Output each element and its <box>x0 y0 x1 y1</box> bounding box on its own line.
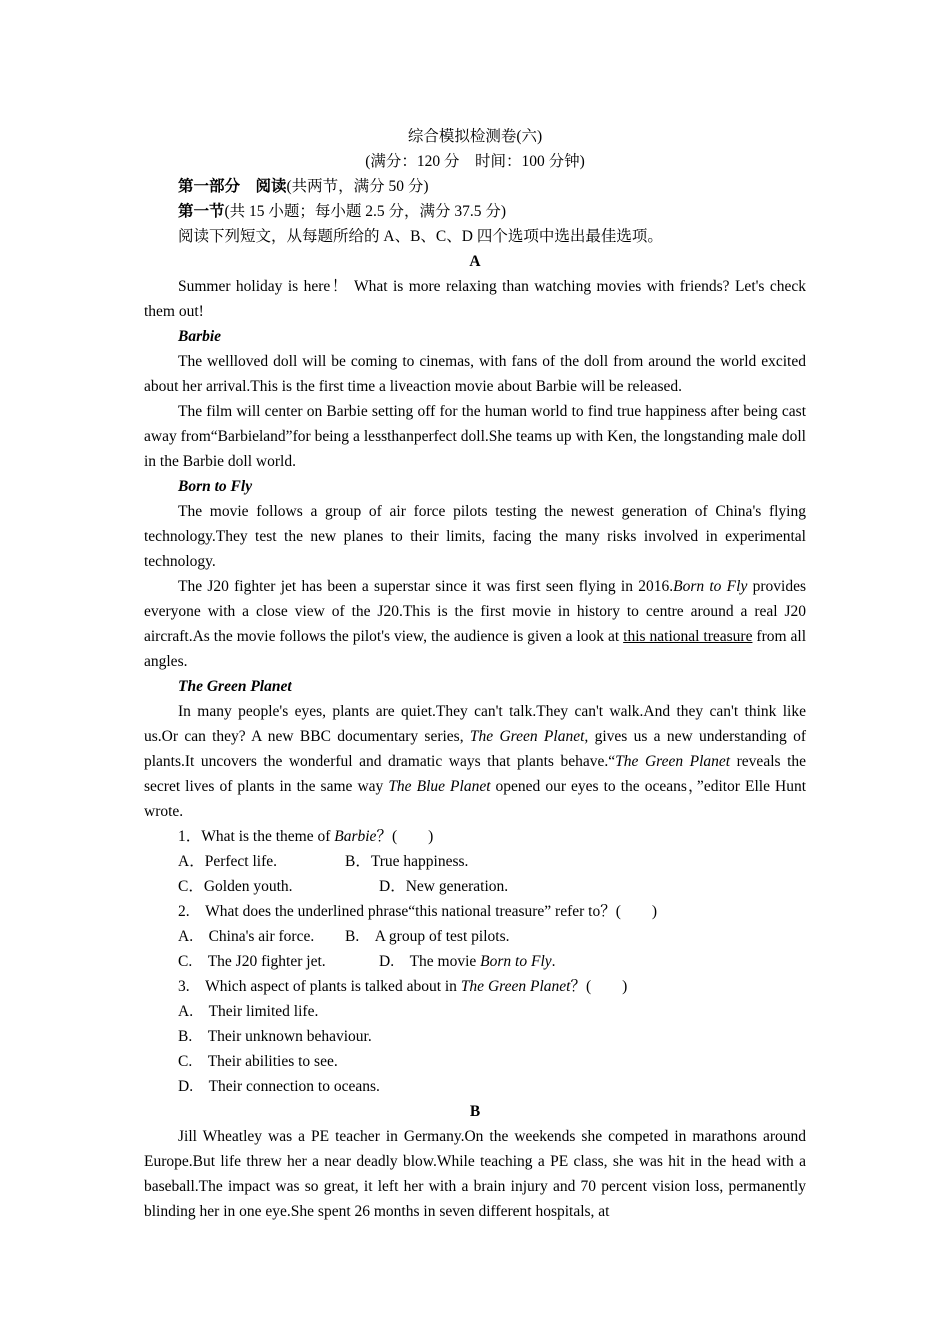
option-b: B．True happiness. <box>345 853 469 870</box>
answer-blank: ？( ) <box>376 828 434 845</box>
question-2: 2. What does the underlined phrase“this national treasure” refer to？( ) <box>178 903 658 920</box>
option-d <box>379 949 556 974</box>
part-title: 第一部分 阅读 <box>178 178 287 195</box>
instruction: 阅读下列短文，从每题所给的 A、B、C、D 四个选项中选出最佳选项。 <box>178 228 663 245</box>
question-2-options-row-1 <box>144 924 806 949</box>
text-run: . <box>551 953 556 970</box>
barbie-paragraph-1: The wellloved doll will be coming to cinemas, with fans of the doll from around the world excited about her arrival.This is the first time a liveaction movie about Barbie will be released. <box>144 353 806 395</box>
passage-b-paragraph-1: Jill Wheatley was a PE teacher in Germany.On the weekends she competed in marathons around Europe.But life threw her a near deadly blow.While teaching a PE class, she was hit in the head with a baseball.The impact was so great, it left her with a brain injury and 70 percent vision loss, permanently blinding her in one eye.She spent 26 months in seven different hospitals, at <box>144 1128 806 1220</box>
question-3-option-d: D. Their connection to oceans. <box>178 1078 380 1095</box>
text-run: 3. Which aspect of plants is talked about in <box>178 978 461 995</box>
question-3-option-a: A. Their limited life. <box>178 1003 319 1020</box>
question-1-options-row-2 <box>144 874 806 899</box>
section-note: (共 15 小题；每小题 2.5 分，满分 37.5 分) <box>224 203 507 220</box>
movie-title-italic: Born to Fly <box>673 578 748 595</box>
question-3-option-b: B. Their unknown behaviour. <box>178 1028 372 1045</box>
born-to-fly-title: Born to Fly <box>178 478 253 495</box>
text-run: 1．What is the theme of <box>178 828 335 845</box>
part-heading <box>144 174 806 199</box>
option-b: B. A group of test pilots. <box>345 928 510 945</box>
green-planet-title: The Green Planet <box>178 678 292 695</box>
text-run: opened our eyes to the oceans，”editor Elle Hunt wrote. <box>144 778 807 820</box>
barbie-title: Barbie <box>178 328 222 345</box>
part-note: (共两节，满分 50 分) <box>286 178 429 195</box>
document-page <box>144 124 806 1224</box>
series-title-italic: The Green Planet <box>615 753 731 770</box>
section-heading <box>144 199 806 224</box>
question-2-options-row-2 <box>144 949 806 974</box>
question-3-option-c: C. Their abilities to see. <box>178 1053 338 1070</box>
born-to-fly-paragraph-1: The movie follows a group of air force pilots testing the newest generation of China's flying technology.They test the new planes to their limits, facing the many risks involved in experimental technology. <box>144 503 806 570</box>
text-run: The J20 fighter jet has been a superstar since it was first seen flying in 2016. <box>178 578 674 595</box>
question-1-options-row-1 <box>144 849 806 874</box>
born-to-fly-paragraph-2 <box>144 574 806 674</box>
text-italic: Barbie <box>334 828 377 845</box>
option-c: C. The J20 fighter jet. <box>178 953 326 970</box>
text-italic: Born to Fly <box>480 953 552 970</box>
passage-b-label: B <box>469 1103 481 1120</box>
text-run: from all angles. <box>144 628 807 670</box>
answer-blank: ？( ) <box>570 978 628 995</box>
section-title: 第一节 <box>178 203 225 220</box>
series-title-italic: The Green Planet, <box>469 728 589 745</box>
text-italic: The Green Planet <box>460 978 571 995</box>
question-1 <box>144 824 806 849</box>
option-a: A. China's air force. <box>178 928 315 945</box>
option-c: C．Golden youth. <box>178 878 293 895</box>
text-run: gives us a new understanding of plants.It uncovers the wonderful and dramatic ways that plants behave.“ <box>144 728 807 770</box>
option-a: A．Perfect life. <box>178 853 277 870</box>
green-planet-paragraph <box>144 699 806 824</box>
exam-info: (满分：120 分 时间：100 分钟) <box>365 153 585 170</box>
page-title: 综合模拟检测卷(六) <box>407 128 543 145</box>
text-run: D. The movie <box>379 953 481 970</box>
underlined-phrase: this national treasure <box>623 628 753 645</box>
question-3 <box>144 974 806 999</box>
passage-a-intro: Summer holiday is here！ What is more relaxing than watching movies with friends? Let's check them out! <box>144 278 806 320</box>
option-d: D．New generation. <box>379 878 509 895</box>
text-run: reveals the secret lives of plants in the same way <box>144 753 807 795</box>
series-title-italic: The Blue Planet <box>388 778 491 795</box>
passage-a-label: A <box>469 253 481 270</box>
barbie-paragraph-2: The film will center on Barbie setting off for the human world to find true happiness after being cast away from“Barbieland”for being a lessthanperfect doll.She teams up with Ken, the longstanding male doll in the Barbie doll world. <box>144 403 806 470</box>
text-run: provides everyone with a close view of the J20.This is the first movie in history to centre around a real J20 aircraft.As the movie follows the pilot's view, the audience is given a look at <box>144 578 806 645</box>
text-run: In many people's eyes, plants are quiet.They can't talk.They can't walk.And they can't think like us.Or can they? A new BBC documentary series, <box>144 703 806 745</box>
